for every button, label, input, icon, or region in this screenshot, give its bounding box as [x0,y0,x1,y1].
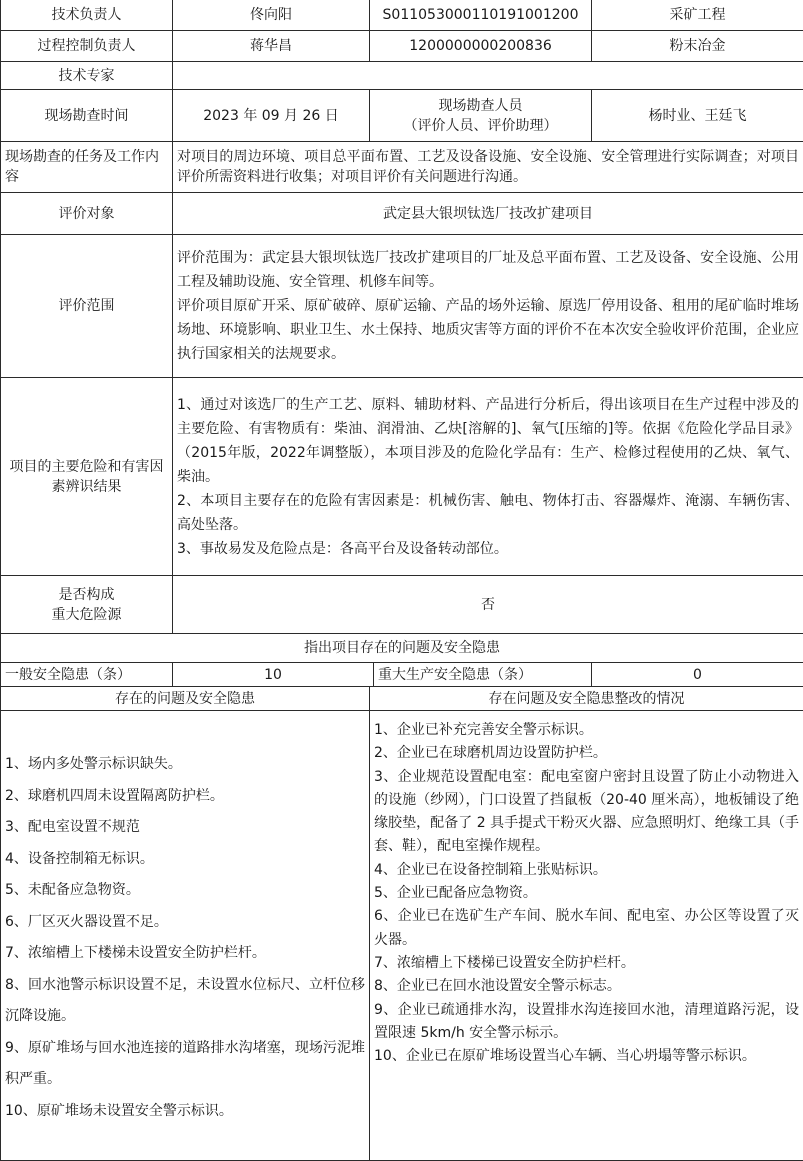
process-lead-code: 1200000000200836 [370,31,592,62]
scope-paragraph-1: 评价范围为：武定县大银坝钛选厂技改扩建项目的厂址及总平面布置、工艺及设备、安全设施、公用工程及辅助设施、安全管理、机修车间等。 [177,246,799,294]
rectification-item: 6、企业已在选矿生产车间、脱水车间、配电室、办公区等设置了灭火器。 [374,905,799,952]
rectification-item: 9、企业已疏通排水沟，设置排水沟连接回水池，清理道路污泥，设置限速 5km/h 安全警示标示。 [374,999,799,1046]
rectification-item: 3、企业规范设置配电室：配电室窗户密封且设置了防止小动物进入的设施（纱网），门口设置了挡鼠板（20-40 厘米高），地板铺设了绝缘胶垫，配备了 2 具手提式干粉灭火器、应急照明灯、绝缘工具（手套、鞋），配电室操作规程。 [374,766,799,859]
problem-item: 4、设备控制箱无标识。 [5,844,365,876]
object-row [1,193,803,235]
problems-header: 存在的问题及安全隐患 [1,687,370,711]
general-count-label: 一般安全隐患（条） [1,663,173,687]
rectifications-header: 存在问题及安全隐患整改的情况 [370,687,803,711]
scope-row [1,235,803,378]
major-hazard-row [1,576,803,634]
hazards-item: 2、本项目主要存在的危险有害因素是：机械伤害、触电、物体打击、容器爆炸、淹溺、车辆伤害、高处坠落。 [177,489,799,537]
tech-lead-code: S011053000110191001200 [370,0,592,31]
expert-row [1,62,803,90]
problem-item: 3、配电室设置不规范 [5,812,365,844]
task-value: 对项目的周边环境、项目总平面布置、工艺及设备设施、安全设施、安全管理进行实际调查；对项目评价所需资料进行收集；对项目评价有关问题进行沟通。 [173,142,803,193]
task-row [1,142,803,193]
hazards-label: 项目的主要危险和有害因素辨识结果 [1,378,173,576]
issues-title-row [1,634,803,663]
process-lead-row [1,31,803,62]
major-hazard-label-line2: 重大危险源 [5,605,168,625]
scope-label: 评价范围 [1,235,173,378]
rectification-item: 5、企业已配备应急物资。 [374,882,799,905]
problems-list [1,711,370,1161]
problem-item: 2、球磨机四周未设置隔离防护栏。 [5,781,365,813]
rectifications-list [370,711,803,1161]
counts-row [1,663,803,687]
problem-item: 7、浓缩槽上下楼梯未设置安全防护栏杆。 [5,938,365,970]
problem-item: 10、原矿堆场未设置安全警示标识。 [5,1096,365,1128]
process-lead-label: 过程控制负责人 [1,31,173,62]
problem-item: 9、原矿堆场与回水池连接的道路排水沟堵塞，现场污泥堆积严重。 [5,1033,365,1096]
problem-item: 8、回水池警示标识设置不足，未设置水位标尺、立杆位移沉降设施。 [5,970,365,1033]
hazards-item: 1、通过对该选厂的生产工艺、原料、辅助材料、产品进行分析后，得出该项目在生产过程中涉及的主要危险、有害物质有：柴油、润滑油、乙炔[溶解的]、氧气[压缩的]等。依据《危险化学品目录》（2015年版，2022年调整版），本项目涉及的危险化学品有：生产、检修过程使用的乙炔、氧气、柴油。 [177,393,799,489]
major-count-label: 重大生产安全隐患（条） [374,663,592,687]
hazards-item: 3、事故易发及危险点是：各高平台及设备转动部位。 [177,537,799,561]
problem-item: 6、厂区灭火器设置不足。 [5,907,365,939]
survey-time-value: 2023 年 09 月 26 日 [173,90,370,142]
survey-staff-label-line1: 现场勘查人员 [374,96,587,116]
lists-row [1,711,803,1161]
problem-item: 5、未配备应急物资。 [5,875,365,907]
problem-item: 1、场内多处警示标识缺失。 [5,749,365,781]
rectification-item: 4、企业已在设备控制箱上张贴标识。 [374,859,799,882]
object-label: 评价对象 [1,193,173,235]
columns-header-row [1,687,803,711]
rectification-item: 7、浓缩槽上下楼梯已设置安全防护栏杆。 [374,952,799,975]
tech-lead-name: 佟向阳 [173,0,370,31]
survey-staff-label [370,90,592,142]
tech-lead-field: 采矿工程 [592,0,803,31]
survey-staff-value: 杨时业、王廷飞 [592,90,803,142]
expert-label: 技术专家 [1,62,173,90]
survey-staff-label-line2: （评价人员、评价助理） [374,116,587,136]
survey-row [1,90,803,142]
tech-lead-label: 技术负责人 [1,0,173,31]
major-hazard-label-line1: 是否构成 [5,585,168,605]
general-count-value: 10 [173,663,374,687]
rectification-item: 10、企业已在原矿堆场设置当心车辆、当心坍塌等警示标识。 [374,1045,799,1068]
major-hazard-label [1,576,173,634]
tech-lead-row [1,0,803,31]
expert-value [173,62,803,90]
scope-value [173,235,803,378]
rectification-item: 2、企业已在球磨机周边设置防护栏。 [374,742,799,765]
survey-time-label: 现场勘查时间 [1,90,173,142]
issues-title: 指出项目存在的问题及安全隐患 [1,634,803,663]
process-lead-field: 粉末冶金 [592,31,803,62]
scope-paragraph-2: 评价项目原矿开采、原矿破碎、原矿运输、产品的场外运输、原选厂停用设备、租用的尾矿临时堆场场地、环境影响、职业卫生、水土保持、地质灾害等方面的评价不在本次安全验收评价范围，企业应执行国家相关的法规要求。 [177,294,799,366]
hazards-row [1,378,803,576]
hazards-value [173,378,803,576]
task-label: 现场勘查的任务及工作内容 [1,142,173,193]
object-value: 武定县大银坝钛选厂技改扩建项目 [173,193,803,235]
major-hazard-value: 否 [173,576,803,634]
process-lead-name: 蒋华昌 [173,31,370,62]
rectification-item: 8、企业已在回水池设置安全警示标志。 [374,975,799,998]
major-count-value: 0 [592,663,803,687]
rectification-item: 1、企业已补充完善安全警示标识。 [374,719,799,742]
